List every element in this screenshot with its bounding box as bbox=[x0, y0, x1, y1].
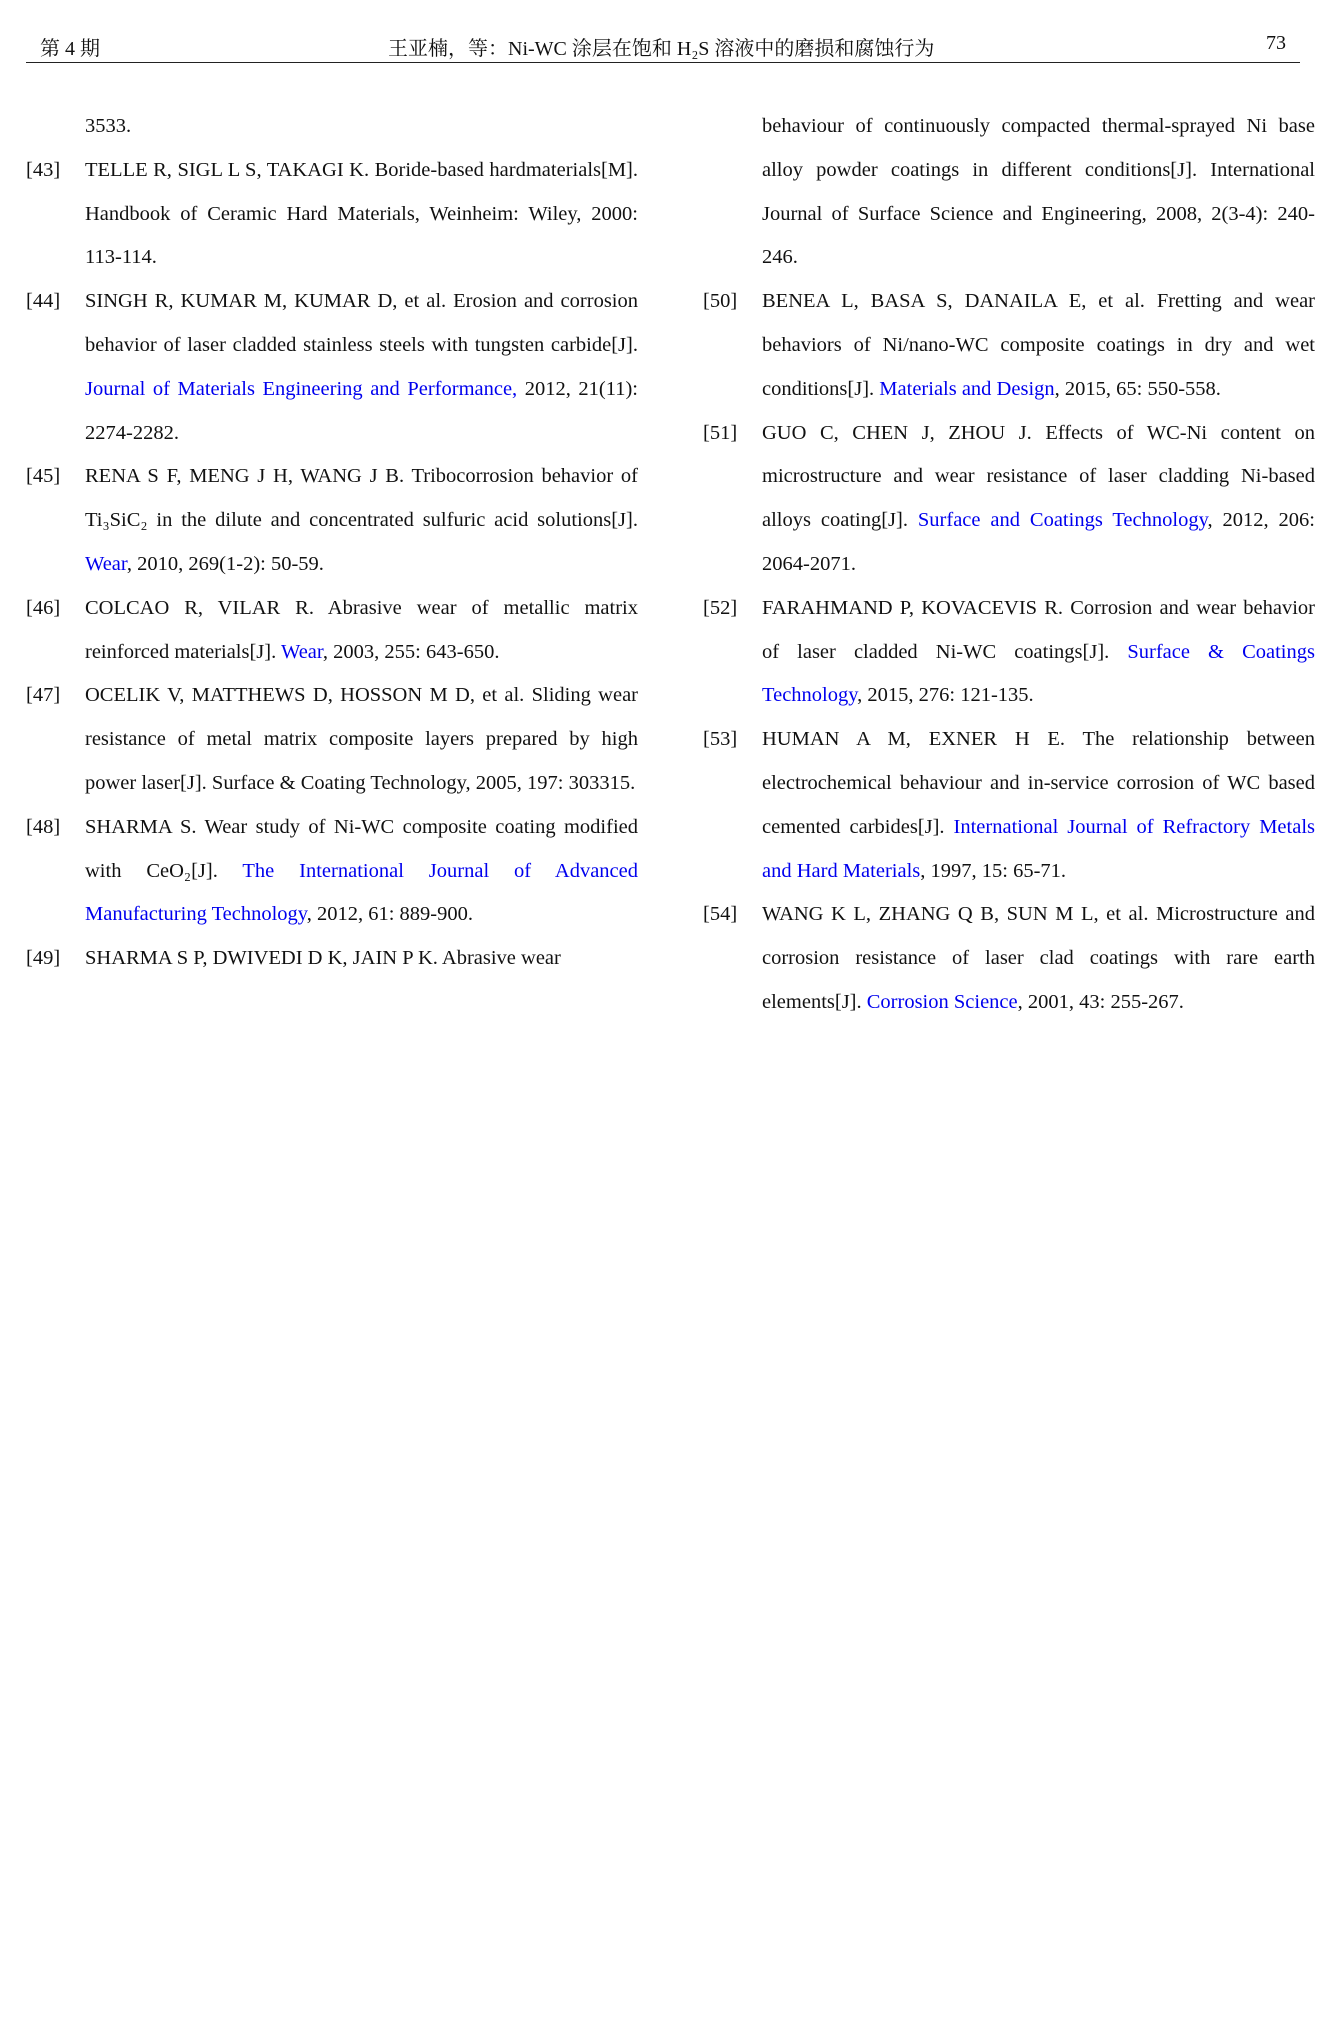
reference-number: [43] bbox=[26, 158, 61, 181]
reference-entry bbox=[26, 937, 638, 981]
reference-number: [54] bbox=[703, 903, 738, 926]
reference-entry bbox=[26, 149, 638, 280]
reference-number: [50] bbox=[703, 290, 738, 313]
reference-citation: behaviour of continuously compacted thermal-sprayed Ni base alloy powder coatings in different conditions[J]. International Journal of Surface Science and Engineering, 2008, 2(3-4): 240-246. bbox=[762, 115, 1315, 269]
reference-text bbox=[85, 149, 638, 280]
reference-number: [49] bbox=[26, 947, 61, 970]
journal-link[interactable]: Surface and Coatings Technology bbox=[917, 509, 1208, 532]
journal-link[interactable]: The International Journal of Advanced Manufacturing Technology bbox=[85, 859, 638, 926]
reference-text bbox=[762, 587, 1315, 718]
running-title: 王亚楠，等：Ni-WC 涂层在饱和 H₂S 溶液中的磨损和腐蚀行为 bbox=[388, 38, 935, 60]
journal-link[interactable]: Journal of Materials Engineering and Performance, bbox=[85, 377, 518, 400]
reference-citation: GUO C, CHEN J, ZHOU J. Effects of WC-Ni content on microstructure and wear resistance of laser cladding Ni-based alloys coating[J]. bbox=[762, 421, 1315, 532]
reference-text bbox=[762, 893, 1315, 1024]
reference-entry bbox=[703, 718, 1315, 893]
reference-details: , 2001, 43: 255-267. bbox=[1017, 990, 1184, 1013]
reference-entry bbox=[703, 893, 1315, 1024]
reference-citation: TELLE R, SIGL L S, TAKAGI K. Boride-based hardmaterials[M]. Handbook of Ceramic Hard Materials, Weinheim: Wiley, 2000: 113-114. bbox=[85, 158, 638, 269]
reference-number: [53] bbox=[703, 728, 738, 751]
journal-link[interactable]: International Journal of Refractory Metals and Hard Materials bbox=[762, 815, 1315, 882]
reference-citation: WANG K L, ZHANG Q B, SUN M L, et al. Microstructure and corrosion resistance of laser clad coatings with rare earth elements[J]. bbox=[762, 903, 1315, 1013]
reference-citation: COLCAO R, VILAR R. Abrasive wear of metallic matrix reinforced materials[J]. bbox=[85, 596, 638, 663]
reference-entry bbox=[26, 674, 638, 805]
reference-entry bbox=[26, 280, 638, 455]
reference-details: , 2003, 255: 643-650. bbox=[322, 640, 500, 663]
reference-entry bbox=[703, 587, 1315, 718]
reference-number: [48] bbox=[26, 815, 61, 838]
reference-citation: HUMAN A M, EXNER H E. The relationship between electrochemical behaviour and in-service corrosion of WC based cemented carbides[J]. bbox=[762, 728, 1315, 838]
journal-link[interactable]: Wear bbox=[281, 640, 323, 663]
reference-citation: 3533. bbox=[85, 115, 132, 137]
journal-link[interactable]: Corrosion Science bbox=[866, 990, 1018, 1013]
reference-text bbox=[762, 280, 1315, 411]
reference-number: [47] bbox=[26, 684, 61, 707]
reference-number: [51] bbox=[703, 421, 738, 444]
reference-text bbox=[85, 806, 638, 937]
reference-citation: OCELIK V, MATTHEWS D, HOSSON M D, et al. Sliding wear resistance of metal matrix composite layers prepared by high power laser[J]. Surface & Coating Technology, 2005, 197: 303315. bbox=[85, 684, 638, 794]
reference-text bbox=[762, 105, 1315, 280]
references-right-column bbox=[703, 105, 1315, 1025]
reference-entry bbox=[26, 587, 638, 675]
reference-text bbox=[85, 674, 638, 805]
journal-link[interactable]: Wear bbox=[85, 552, 127, 575]
journal-link[interactable]: Surface & Coatings Technology bbox=[762, 640, 1315, 707]
reference-citation: FARAHMAND P, KOVACEVIS R. Corrosion and wear behavior of laser cladded Ni-WC coatings[J]. bbox=[762, 596, 1315, 663]
reference-text bbox=[85, 587, 638, 675]
reference-text bbox=[85, 937, 638, 981]
reference-details: , 2012, 61: 889-900. bbox=[306, 903, 474, 926]
reference-number: [44] bbox=[26, 290, 61, 313]
reference-entry bbox=[26, 105, 638, 149]
reference-details: , 2010, 269(1-2): 50-59. bbox=[126, 552, 324, 575]
reference-details: , 2012, 206: 2064-2071. bbox=[762, 509, 1315, 575]
reference-entry bbox=[703, 280, 1315, 411]
page-number: 73 bbox=[1266, 32, 1286, 54]
reference-details: , 2015, 276: 121-135. bbox=[857, 684, 1034, 707]
reference-text bbox=[85, 280, 638, 455]
journal-link[interactable]: Materials and Design bbox=[879, 377, 1055, 400]
reference-entry bbox=[703, 412, 1315, 587]
reference-citation: BENEA L, BASA S, DANAILA E, et al. Fretting and wear behaviors of Ni/nano-WC composite coatings in dry and wet conditions[J]. bbox=[762, 290, 1315, 400]
reference-number: [46] bbox=[26, 596, 61, 619]
reference-citation: RENA S F, MENG J H, WANG J B. Tribocorrosion behavior of Ti₃SiC₂ in the dilute and concentrated sulfuric acid solutions[J]. bbox=[85, 465, 638, 532]
running-header bbox=[26, 26, 1300, 63]
reference-details: , 2015, 65: 550-558. bbox=[1054, 377, 1221, 400]
reference-text bbox=[762, 718, 1315, 893]
reference-text bbox=[85, 105, 638, 149]
reference-number: [52] bbox=[703, 596, 738, 619]
reference-entry bbox=[26, 455, 638, 586]
reference-entry bbox=[703, 105, 1315, 280]
reference-text bbox=[85, 455, 638, 586]
issue-label: 第 4 期 bbox=[40, 38, 100, 60]
reference-citation: SHARMA S. Wear study of Ni-WC composite coating modified with CeO₂[J]. bbox=[85, 815, 638, 882]
reference-citation: SINGH R, KUMAR M, KUMAR D, et al. Erosion and corrosion behavior of laser cladded stainless steels with tungsten carbide[J]. bbox=[85, 290, 638, 356]
reference-details: 2012, 21(11): 2274-2282. bbox=[85, 377, 638, 444]
reference-entry bbox=[26, 806, 638, 937]
reference-details: , 1997, 15: 65-71. bbox=[920, 859, 1067, 882]
reference-number: [45] bbox=[26, 465, 61, 488]
reference-citation: SHARMA S P, DWIVEDI D K, JAIN P K. Abrasive wear bbox=[85, 947, 561, 970]
references-left-column bbox=[26, 105, 638, 981]
reference-text bbox=[762, 412, 1315, 587]
